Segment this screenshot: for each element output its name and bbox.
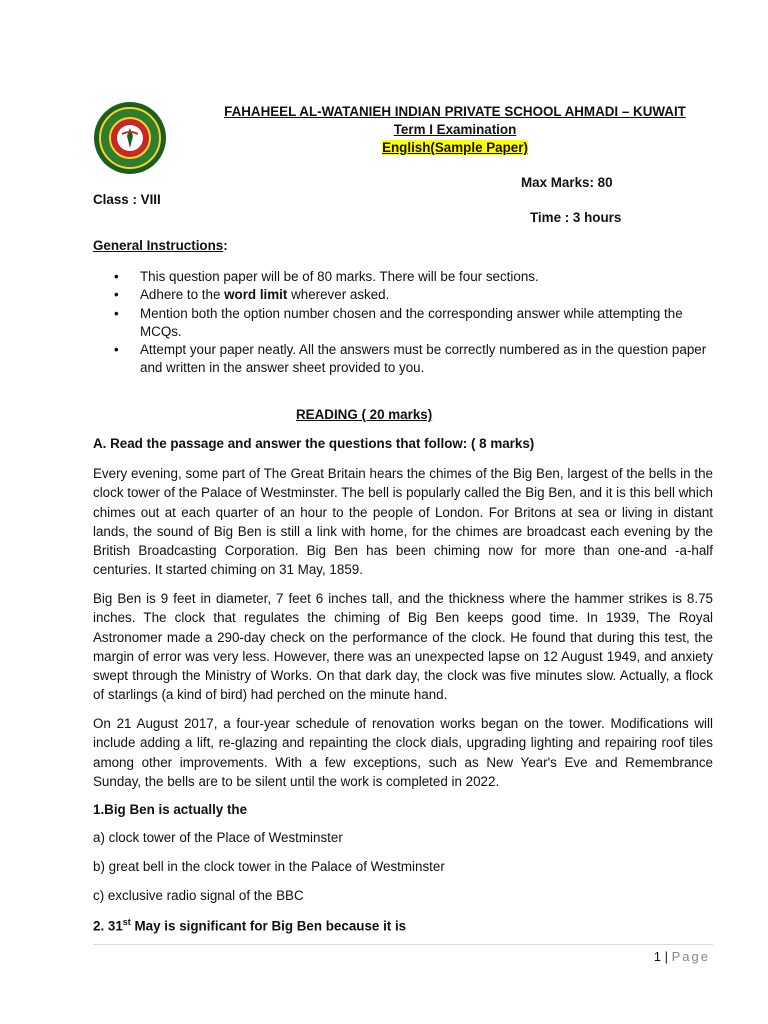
page-word: Page (671, 949, 710, 964)
subject-title (160, 140, 750, 155)
exam-title (160, 122, 750, 137)
instruction-text: Attempt your paper neatly. All the answers must be correctly numbered as in the question paper and written in the answer sheet provided to you. (140, 342, 707, 376)
footer-divider (93, 944, 713, 945)
instruction-text: Adhere to the (140, 287, 225, 303)
passage-paragraph-2: Big Ben is 9 feet in diameter, 7 feet 6 inches tall, and the thickness where the hammer strikes is 8.75 inches. The clock that regulates the chiming of Big Ben keeps good time. In 1939, The Royal Astronomer made a 290-day check on the performance of the clock. He found that during this test, the margin of error was very less. However, there was an unexpected lapse on 12 August 1949, and anxiety swept through the Ministry of Works. On that dark day, the clock was five minutes slow. Actually, a flock of starlings (a kind of bird) had perched on the minute hand. (93, 591, 713, 703)
instructions-heading-colon: : (223, 238, 228, 253)
instruction-text: This question paper will be of 80 marks. There will be four sections. (140, 269, 539, 284)
instruction-item (114, 268, 714, 286)
instructions-heading (93, 238, 228, 253)
subject-text: English(Sample Paper) (382, 140, 528, 155)
section-title-text: READING ( 20 marks) (296, 407, 433, 422)
question-1-option-b: b) great bell in the clock tower in the Palace of Westminster (93, 859, 445, 874)
section-title (296, 407, 432, 422)
question-2-text: May is significant for Big Ben because it is (130, 918, 407, 934)
passage-paragraph-3: On 21 August 2017, a four-year schedule of renovation works began on the tower. Modifications will include adding a lift, re-glazing and repainting the clock dials, upgrading lighting and repairing roof tiles among other improvements. With a few exceptions, such as New Year's Eve and Remembrance Sunday, the bells are to be silent until the work is completed in 2022. (93, 716, 713, 789)
question-2-number: 2. 31 (93, 918, 123, 934)
instruction-text: wherever asked. (287, 287, 390, 303)
instruction-text: Mention both the option number chosen and the corresponding answer while attempting the MCQs. (140, 305, 683, 339)
question-2 (93, 917, 406, 933)
passage-paragraph-1: Every evening, some part of The Great Britain hears the chimes of the Big Ben, largest of the bells in the clock tower of the Palace of Westminster. The bell is popularly called the Big Ben, and it is this bell which chimes out at each quarter of an hour to the people of London. For Britons at sea or living in distant lands, the sound of Big Ben is still a link with home, for the chimes are broadcast each evening by the British Broadcasting Corporation. Big Ben has been chiming now for more than one-and -a-half centuries. It started chiming on 31 May, 1859. (93, 466, 713, 578)
instruction-bold-text: word limit (224, 287, 288, 303)
school-logo (92, 100, 168, 176)
question-1: 1.Big Ben is actually the (93, 802, 248, 817)
question-a-heading: A. Read the passage and answer the questions that follow: ( 8 marks) (93, 436, 535, 451)
exam-title-text: Term I Examination (393, 122, 517, 137)
page-footer (560, 949, 710, 964)
page-number: 1 (653, 949, 662, 964)
school-name: FAHAHEEL AL-WATANIEH INDIAN PRIVATE SCHOOL AHMADI – KUWAIT (224, 104, 686, 119)
instruction-item (114, 341, 714, 378)
page-separator: | (661, 949, 672, 964)
instruction-item (114, 305, 714, 342)
instruction-item (114, 286, 714, 304)
time-label: Time : 3 hours (530, 210, 622, 225)
question-2-superscript: st (122, 917, 131, 927)
class-label: Class : VIII (93, 192, 161, 207)
instructions-heading-text: General Instructions (93, 238, 224, 253)
instructions-list (114, 268, 714, 378)
max-marks: Max Marks: 80 (521, 175, 613, 190)
question-1-option-c: c) exclusive radio signal of the BBC (93, 888, 304, 903)
question-1-option-a: a) clock tower of the Place of Westminster (93, 830, 343, 845)
